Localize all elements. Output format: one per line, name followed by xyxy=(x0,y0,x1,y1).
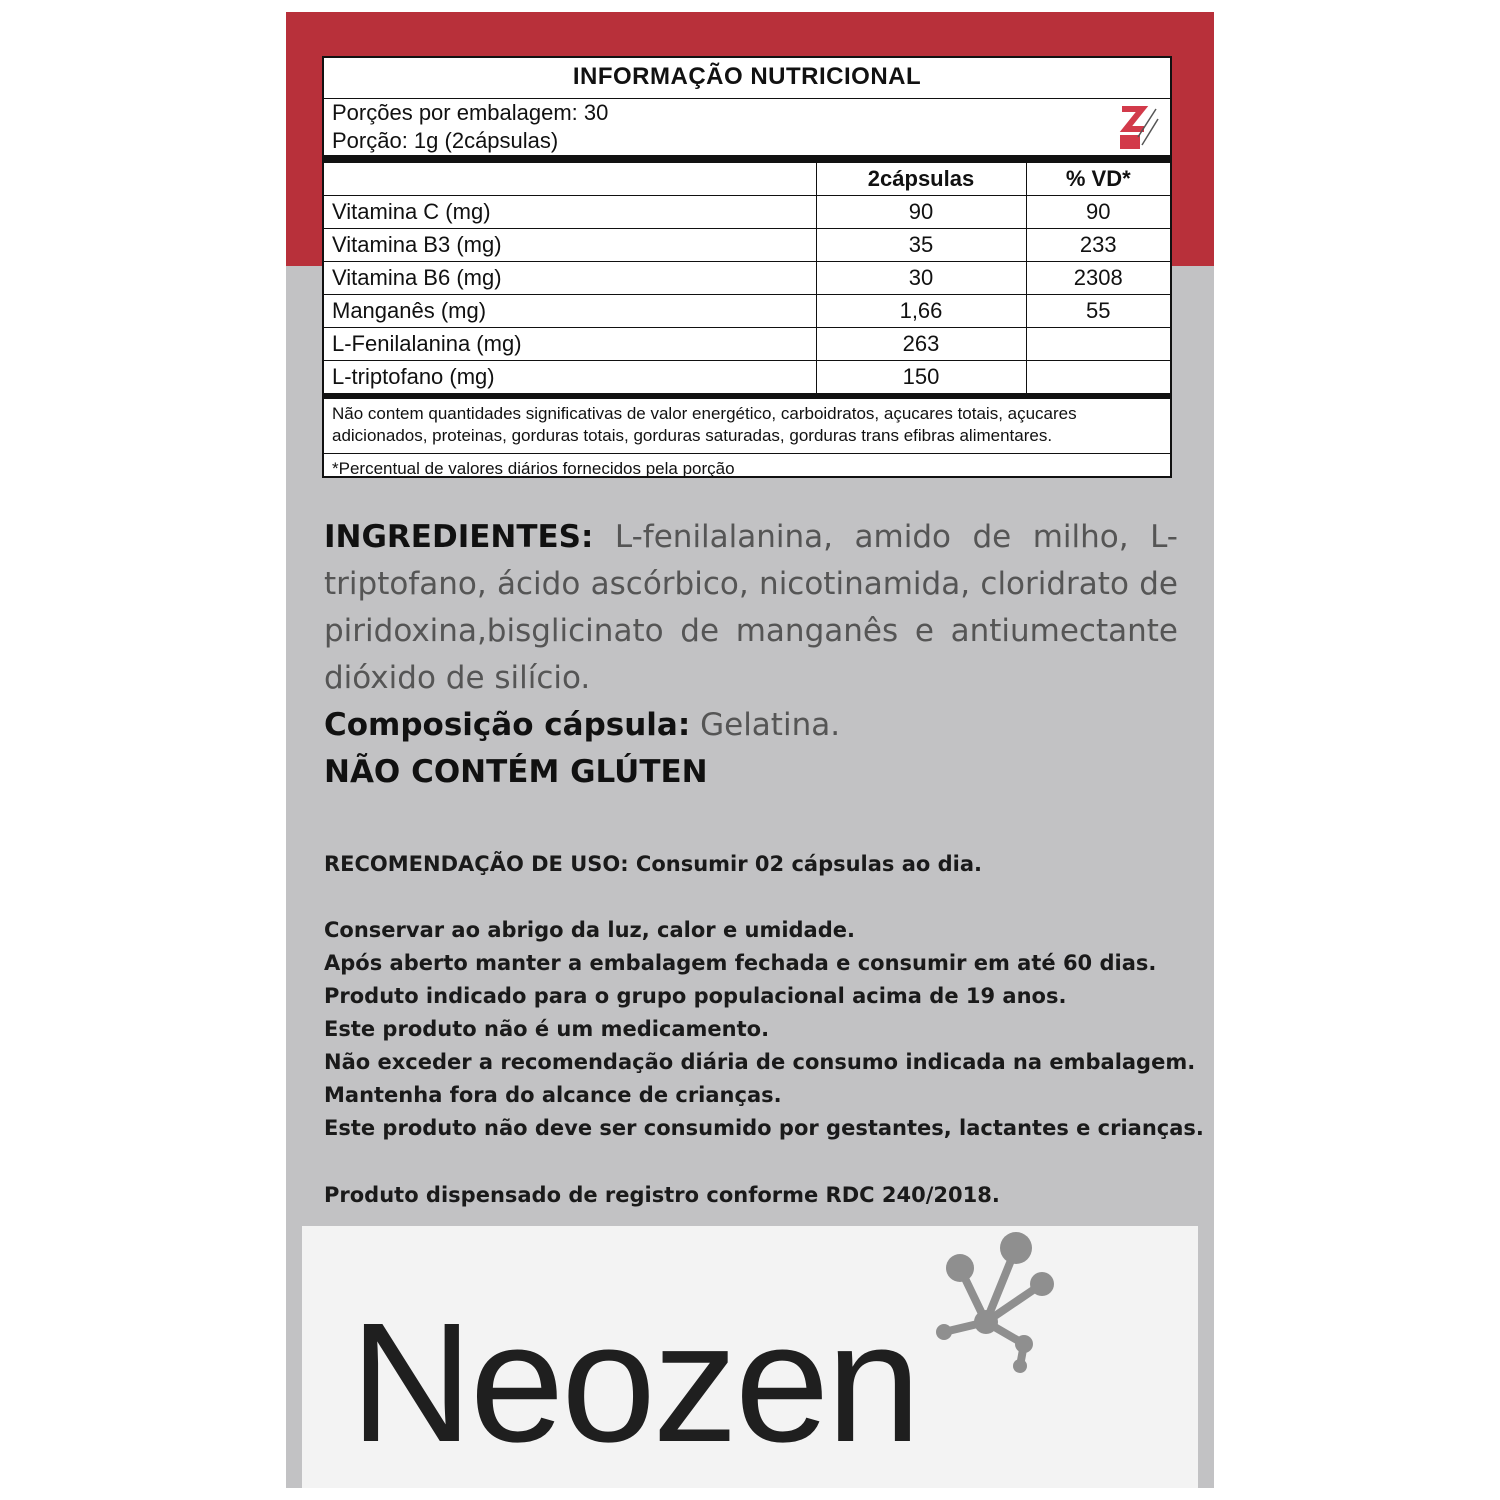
nutrition-footnote: Não contem quantidades significativas de valor energético, carboidratos, açucares totais, açucares adicionados, proteinas, gorduras totais, gorduras saturadas, gorduras trans efibras alimentares. xyxy=(324,399,1170,454)
ingredients-label: INGREDIENTES: xyxy=(324,519,594,555)
serving-info xyxy=(324,99,1170,163)
nutrient-name: Vitamina C (mg) xyxy=(324,196,816,229)
warning-item: Após aberto manter a embalagem fechada e consumir em até 60 dias. xyxy=(324,951,1157,975)
warning-item: Este produto não é um medicamento. xyxy=(324,1017,770,1041)
nutrient-name: Manganês (mg) xyxy=(324,295,816,328)
warning-item: Produto indicado para o grupo populacional acima de 19 anos. xyxy=(324,984,1067,1008)
table-row xyxy=(324,328,1170,361)
warning-item: Conservar ao abrigo da luz, calor e umidade. xyxy=(324,918,855,942)
nutrient-vd: 2308 xyxy=(1026,262,1170,295)
brand-logo-area xyxy=(302,1226,1198,1488)
nutrient-vd xyxy=(1026,361,1170,394)
nutrient-name: L-triptofano (mg) xyxy=(324,361,816,394)
servings-per-package: Porções por embalagem: 30 xyxy=(332,100,609,125)
table-row xyxy=(324,196,1170,229)
nutrient-amount: 90 xyxy=(816,196,1026,229)
table-row xyxy=(324,229,1170,262)
nutrient-amount: 30 xyxy=(816,262,1026,295)
vd-note: *Percentual de valores diários fornecidos pela porção xyxy=(332,459,735,478)
nutrient-vd xyxy=(1026,328,1170,361)
capsule-composition xyxy=(324,702,1178,749)
nutrient-name: Vitamina B3 (mg) xyxy=(324,229,816,262)
label-panel xyxy=(286,12,1214,1488)
warnings-list xyxy=(324,914,1204,1145)
warning-item: Mantenha fora do alcance de crianças. xyxy=(324,1083,782,1107)
header-amount: 2cápsulas xyxy=(816,163,1026,196)
nutrient-amount: 150 xyxy=(816,361,1026,394)
ingredients-text: L-fenilalanina, amido de milho, L-triptofano, ácido ascórbico, nicotinamida, cloridrato de piridoxina,bisglicinato de manganês e antiumectante dióxido de silício. xyxy=(324,519,1178,696)
nutrient-amount: 263 xyxy=(816,328,1026,361)
warning-item: Este produto não deve ser consumido por gestantes, lactantes e crianças. xyxy=(324,1116,1204,1140)
brand-logo: Neozen xyxy=(350,1288,918,1478)
usage-recommendation: RECOMENDAÇÃO DE USO: Consumir 02 cápsulas ao dia. xyxy=(324,852,983,876)
nutrient-name: Vitamina B6 (mg) xyxy=(324,262,816,295)
gluten-notice: NÃO CONTÉM GLÚTEN xyxy=(324,754,708,790)
nutrient-amount: 1,66 xyxy=(816,295,1026,328)
nutrition-title: INFORMAÇÃO NUTRICIONAL xyxy=(324,58,1170,99)
warning-item: Não exceder a recomendação diária de consumo indicada na embalagem. xyxy=(324,1050,1196,1074)
nutrition-table xyxy=(322,56,1172,478)
ingredients-paragraph xyxy=(324,514,1178,702)
nutrition-grid xyxy=(324,163,1170,394)
nutrient-vd: 90 xyxy=(1026,196,1170,229)
nutrient-vd: 233 xyxy=(1026,229,1170,262)
capsule-text: Gelatina. xyxy=(690,707,841,743)
nutrient-name: L-Fenilalanina (mg) xyxy=(324,328,816,361)
table-row xyxy=(324,361,1170,394)
table-header-row xyxy=(324,163,1170,196)
red-symbol-icon xyxy=(1116,105,1160,153)
table-row xyxy=(324,262,1170,295)
capsule-label: Composição cápsula: xyxy=(324,707,691,743)
nutrient-vd: 55 xyxy=(1026,295,1170,328)
table-row xyxy=(324,295,1170,328)
registration-notice: Produto dispensado de registro conforme RDC 240/2018. xyxy=(324,1183,1000,1207)
nutrient-amount: 35 xyxy=(816,229,1026,262)
header-blank xyxy=(324,163,816,196)
serving-size: Porção: 1g (2cápsulas) xyxy=(332,128,559,153)
header-vd: % VD* xyxy=(1026,163,1170,196)
molecule-icon xyxy=(934,1226,1074,1376)
